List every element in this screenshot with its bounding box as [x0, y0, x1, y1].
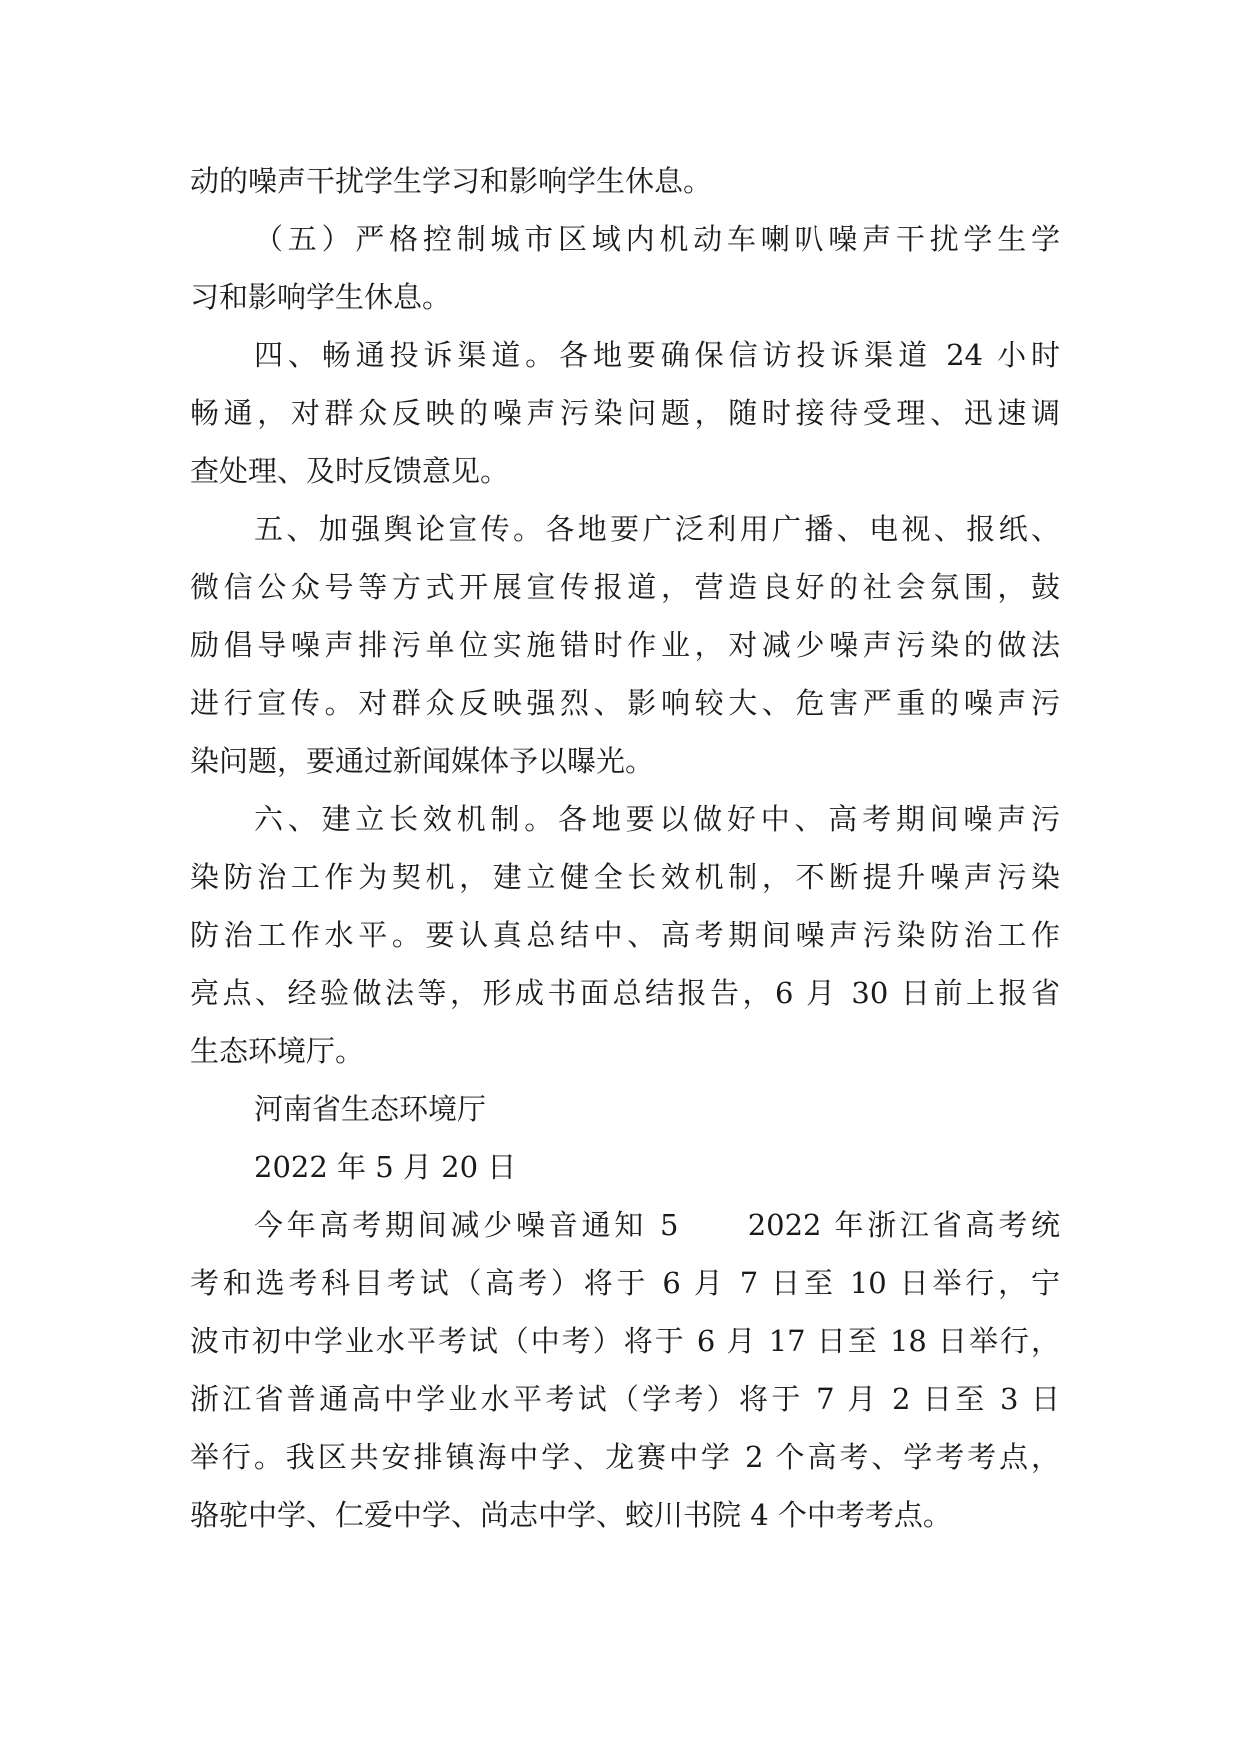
- paragraph-line: 畅通，对群众反映的噪声污染问题，随时接待受理、迅速调: [190, 396, 1060, 430]
- paragraph-line: 举行。我区共安排镇海中学、龙赛中学 2 个高考、学考考点，: [190, 1440, 1060, 1474]
- paragraph-line: 骆驼中学、仁爱中学、尚志中学、蛟川书院 4 个中考考点。: [190, 1498, 952, 1532]
- paragraph-line: 查处理、及时反馈意见。: [190, 454, 510, 488]
- paragraph-line: 微信公众号等方式开展宣传报道，营造良好的社会氛围，鼓: [190, 570, 1060, 604]
- paragraph-line: 五、加强舆论宣传。各地要广泛利用广播、电视、报纸、: [254, 512, 1060, 546]
- paragraph-line: （五）严格控制城市区域内机动车喇叭噪声干扰学生学: [254, 222, 1060, 256]
- paragraph-line: 六、建立长效机制。各地要以做好中、高考期间噪声污: [254, 802, 1060, 836]
- paragraph-line: 进行宣传。对群众反映强烈、影响较大、危害严重的噪声污: [190, 686, 1060, 720]
- paragraph-line: 考和选考科目考试（高考）将于 6 月 7 日至 10 日举行，宁: [190, 1266, 1060, 1300]
- paragraph-line: 动的噪声干扰学生学习和影响学生休息。: [190, 164, 713, 198]
- paragraph-line: 励倡导噪声排污单位实施错时作业，对减少噪声污染的做法: [190, 628, 1060, 662]
- paragraph-line: 防治工作水平。要认真总结中、高考期间噪声污染防治工作: [190, 918, 1060, 952]
- signature-date: 2022 年 5 月 20 日: [254, 1150, 517, 1184]
- paragraph-line: 浙江省普通高中学业水平考试（学考）将于 7 月 2 日至 3 日: [190, 1382, 1060, 1416]
- paragraph-line: 染防治工作为契机，建立健全长效机制，不断提升噪声污染: [190, 860, 1060, 894]
- paragraph-line: 波市初中学业水平考试（中考）将于 6 月 17 日至 18 日举行，: [190, 1324, 1060, 1358]
- paragraph-line: 亮点、经验做法等，形成书面总结报告，6 月 30 日前上报省: [190, 976, 1060, 1010]
- document-body: [190, 152, 1060, 1544]
- paragraph-line: 生态环境厅。: [190, 1034, 365, 1068]
- paragraph-line: 四、畅通投诉渠道。各地要确保信访投诉渠道 24 小时: [254, 338, 1060, 372]
- paragraph-line: 习和影响学生休息。: [190, 280, 452, 314]
- paragraph-line: 今年高考期间减少噪音通知 5 2022 年浙江省高考统: [254, 1208, 1060, 1242]
- paragraph-line: 染问题，要通过新闻媒体予以曝光。: [190, 744, 655, 778]
- signature-organization: 河南省生态环境厅: [254, 1092, 487, 1126]
